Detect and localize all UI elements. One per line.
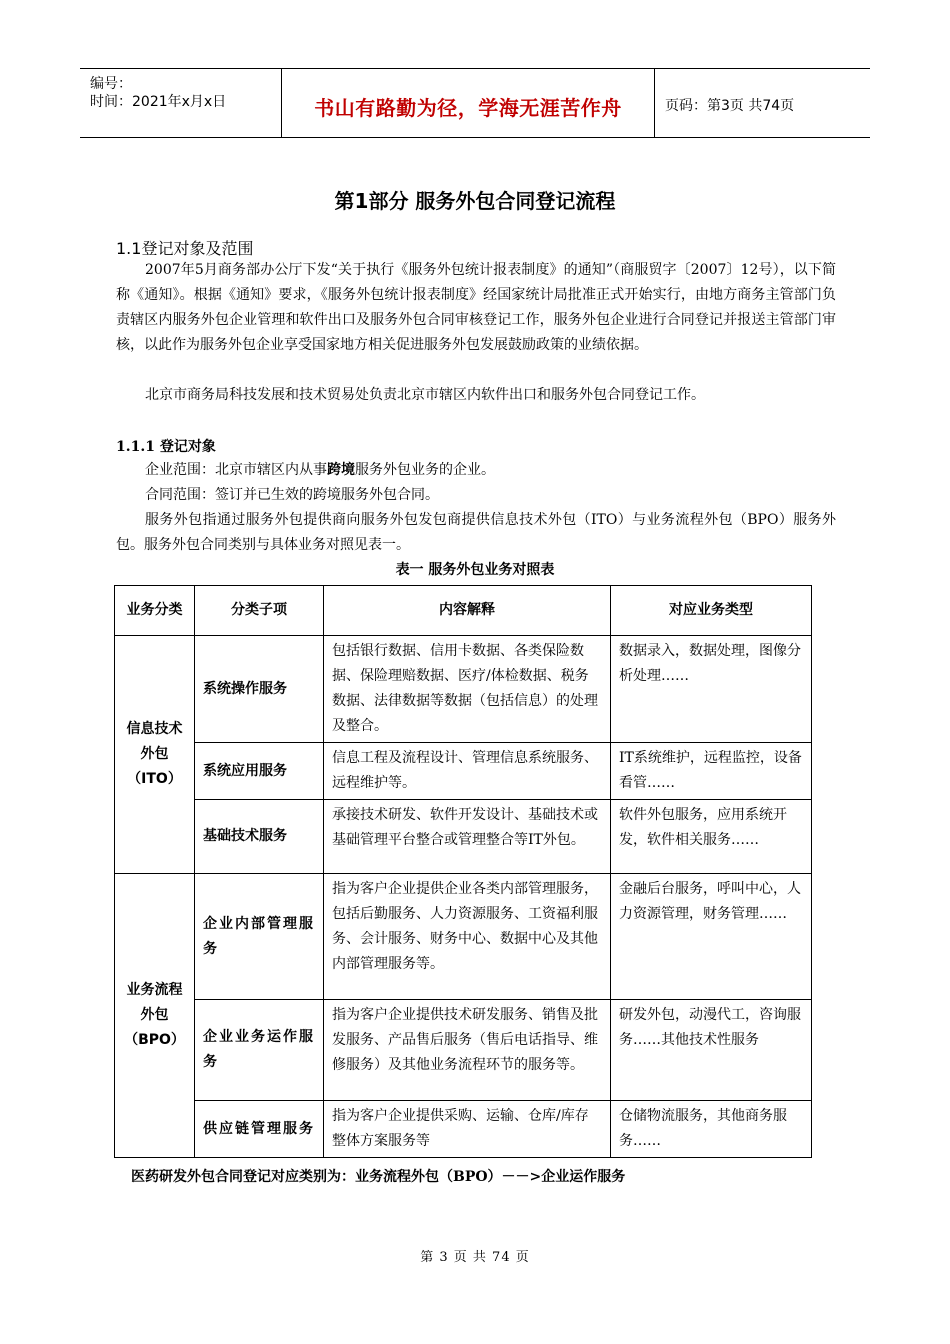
category-cell: 业务流程外包（BPO） [115,874,195,1158]
table-row [115,743,812,800]
table-header-cell: 对应业务类型 [611,586,812,636]
subcategory-cell: 供应链管理服务 [195,1101,324,1158]
content-cell: 信息工程及流程设计、管理信息系统服务、远程维护等。 [324,743,611,800]
category-cell: 信息技术外包（ITO） [115,636,195,874]
table-header-row [115,586,812,636]
subcategory-cell: 企业内部管理服务 [195,874,324,1000]
type-cell: 数据录入，数据处理，图像分析处理…… [611,636,812,743]
table-header-cell: 业务分类 [115,586,195,636]
table-row [115,636,812,743]
table-row [115,1000,812,1101]
subsection-paragraph: 服务外包指通过服务外包提供商向服务外包发包商提供信息技术外包（ITO）与业务流程外包（BPO）服务外包。服务外包合同类别与具体业务对照见表一。 [116,512,836,553]
section-paragraph-1: 2007年5月商务部办公厅下发“关于执行《服务外包统计报表制度》的通知”（商服贸字〔2007〕12号），以下简称《通知》。根据《通知》要求，《服务外包统计报表制度》经国家统计局批准正式开始实行，由地方商务主管部门负责辖区内服务外包企业管理和软件出口及服务外包合同审核登记工作，服务外包企业进行合同登记并报送主管部门审核，以此作为服务外包企业享受国家地方相关促进服务外包发展鼓励政策的业绩依据。 [116,262,836,353]
contract-scope: 合同范围：签订并已生效的跨境服务外包合同。 [145,487,439,503]
enterprise-scope-prefix: 企业范围：北京市辖区内从事 [145,462,327,478]
page-title: 第1部分 服务外包合同登记流程 [334,189,616,213]
page-footer: 第 3 页 共 74 页 [420,1250,530,1265]
table-row [115,1101,812,1158]
content-cell: 指为客户企业提供采购、运输、仓库/库存整体方案服务等 [324,1101,611,1158]
content-cell: 承接技术研发、软件开发设计、基础技术或基础管理平台整合或管理整合等IT外包。 [324,800,611,874]
header-center-cell [281,69,655,137]
type-cell: 研发外包，动漫代工，咨询服务……其他技术性服务 [611,1000,812,1101]
header-motto: 书山有路勤为径，学海无涯苦作舟 [314,96,622,120]
content-cell: 指为客户企业提供企业各类内部管理服务，包括后勤服务、人力资源服务、工资福利服务、会计服务、财务中心、数据中心及其他内部管理服务等。 [324,874,611,1000]
section-heading: 1.1登记对象及范围 [116,239,254,258]
subcategory-cell: 系统操作服务 [195,636,324,743]
document-number-label: 编号： [90,76,132,92]
header-page-info: 页码：第3页 共74页 [665,98,795,114]
type-cell: IT系统维护，远程监控，设备看管…… [611,743,812,800]
enterprise-scope [145,459,495,479]
category-note: 医药研发外包合同登记对应类别为：业务流程外包（BPO）－－>企业运作服务 [131,1169,626,1185]
page-header [80,68,870,138]
enterprise-scope-suffix: 服务外包业务的企业。 [355,462,495,478]
header-right-cell [655,69,870,137]
table-row [115,800,812,874]
table-caption: 表一 服务外包业务对照表 [395,562,555,578]
enterprise-scope-emphasis: 跨境 [327,462,355,478]
type-cell: 软件外包服务，应用系统开发，软件相关服务…… [611,800,812,874]
table-header-cell: 内容解释 [324,586,611,636]
section-paragraph-2: 北京市商务局科技发展和技术贸易处负责北京市辖区内软件出口和服务外包合同登记工作。 [145,387,705,403]
subcategory-cell: 企业业务运作服务 [195,1000,324,1101]
type-cell: 仓储物流服务，其他商务服务…… [611,1101,812,1158]
table-header-cell: 分类子项 [195,586,324,636]
type-cell: 金融后台服务，呼叫中心，人力资源管理，财务管理…… [611,874,812,1000]
content-cell: 指为客户企业提供技术研发服务、销售及批发服务、产品售后服务（售后电话指导、维修服务）及其他业务流程环节的服务等。 [324,1000,611,1101]
service-outsourcing-table [114,585,812,1158]
header-left-cell [80,69,281,137]
subsection-heading: 1.1.1 登记对象 [116,439,216,455]
table-row [115,874,812,1000]
subcategory-cell: 系统应用服务 [195,743,324,800]
document-date: 时间：2021年x月x日 [90,94,227,110]
content-cell: 包括银行数据、信用卡数据、各类保险数据、保险理赔数据、医疗/体检数据、税务数据、法律数据等数据（包括信息）的处理及整合。 [324,636,611,743]
subcategory-cell: 基础技术服务 [195,800,324,874]
